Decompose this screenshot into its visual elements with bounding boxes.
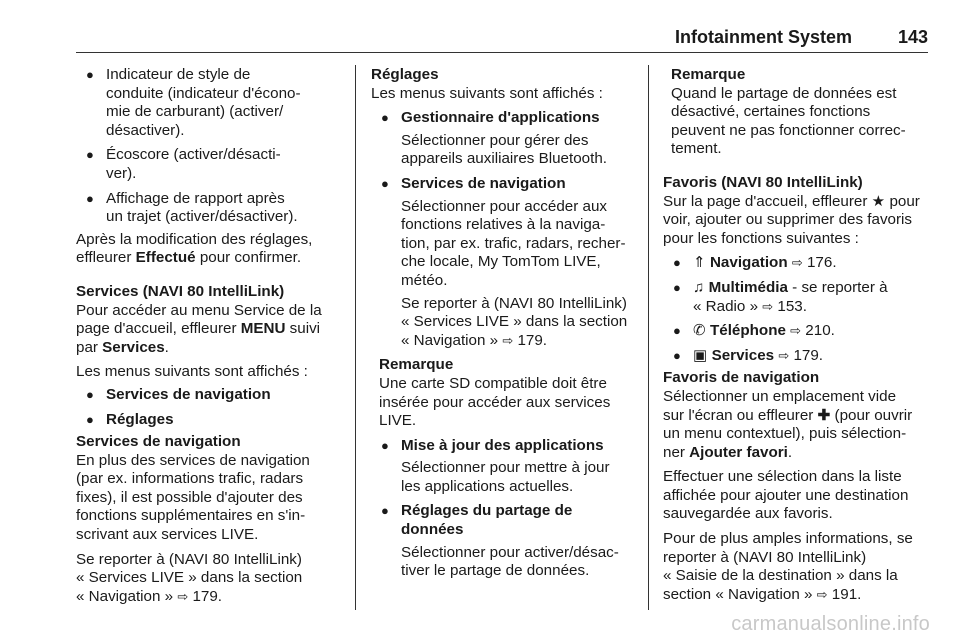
services-icon: ▣: [693, 346, 708, 364]
page-reference-icon: ⇨: [778, 347, 790, 363]
bullet-icon: ●: [381, 110, 389, 126]
column-divider-2: [648, 65, 649, 610]
list-item: ● ✆ Téléphone ⇨ 210.: [673, 322, 835, 340]
home-icon: ⇑: [693, 254, 706, 272]
column-3: Remarque Quand le partage de données est désactivé, certaines fonctions peuvent ne pas fonctionner correc- tement. Favoris (NAVI 80 IntelliLink) Sur la page d'accueil, effleurer ★ pour voir, ajouter ou supprimer des favoris pour les fonctions suivantes : ● ⇑ Navigation ⇨ 176. ● ♫ Multimédia - se reporter à « Radio » ⇨ 153. ● ✆ Téléphone ⇨ 210. ● ▣ Services ⇨ 179. Favoris de navigation Sélectionner un emplacement vide sur l'écran ou effleurer ✚ (pour ouvrir un menu contextuel), puis sélection- ner Ajouter favori. Effectuer une sélection dans la liste affichée pour ajouter une destination sauvegardée aux favoris. Pour de plus amples informations, se reporter à (NAVI 80 IntelliLink) « Saisie de la destination » dans la section « Navigation » ⇨ 191.: [663, 66, 931, 604]
bullet-icon: ●: [86, 67, 94, 82]
page-reference-icon: ⇨: [762, 298, 774, 314]
bullet-icon: ●: [381, 175, 389, 191]
note-heading: Remarque: [379, 356, 454, 374]
list-item: ● ♫ Multimédia - se reporter à « Radio » ⇨ 153.: [673, 278, 888, 315]
list-item: ● Mise à jour des applications Sélectionner pour mettre à jour les applications actuelles.: [381, 436, 610, 495]
list-item: ● Réglages du partage de données Sélectionner pour activer/désac- tiver le partage de données.: [381, 502, 619, 580]
section-heading: Favoris de navigation: [663, 369, 820, 387]
bullet-icon: ●: [673, 347, 681, 363]
section-heading: Services (NAVI 80 IntelliLink): [76, 282, 285, 300]
bullet-icon: ●: [673, 279, 681, 295]
page-number: 143: [897, 27, 928, 47]
page-reference-icon: ⇨: [177, 588, 189, 604]
page-reference-icon: ⇨: [502, 332, 514, 348]
paragraph: effleurer Effectué pour confirmer.: [76, 249, 302, 267]
section-heading: Favoris (NAVI 80 IntelliLink): [663, 173, 863, 191]
paragraph: par Services.: [76, 338, 169, 356]
section-heading: Services de navigation: [76, 433, 241, 451]
bullet-icon: ●: [86, 190, 94, 206]
note-heading: Remarque: [671, 66, 746, 83]
bullet-icon: ●: [86, 411, 94, 427]
list-item: ● Réglages: [86, 410, 174, 428]
bullet-icon: ●: [673, 323, 681, 339]
note-box: Remarque Quand le partage de données est désactivé, certaines fonctions peuvent ne pas fonctionner correc- tement.: [663, 66, 931, 159]
bullet-icon: ●: [381, 437, 389, 453]
list-item: ● Gestionnaire d'applications Sélectionner pour gérer des appareils auxiliaires Bluetooth.: [381, 109, 607, 168]
list-item: ● Indicateur de style de conduite (indicateur d'écono- mie de carburant) (activer/ désactiver).: [86, 66, 301, 139]
list-item: ● Écoscore (activer/désacti- ver).: [86, 146, 281, 182]
column-1: ● Indicateur de style de conduite (indicateur d'écono- mie de carburant) (activer/ désactiver). ● Écoscore (activer/désacti- ver). ● Affichage de rapport après un trajet (activer/désactiver). Après la modification des réglages, effleurer Effectué pour confirmer. Services (NAVI 80 IntelliLink) Pour accéder au menu Service de la page d'accueil, effleurer MENU suivi par Services. Les menus suivants sont affichés : ● Services de navigation ● Réglages Services de navigation En plus des services de navigation (par ex. informations trafic, radars fixes), il est possible d'ajouter des fonctions supplémentaires en s'in- scrivant aux services LIVE. Se reporter à (NAVI 80 IntelliLink) « Services LIVE » dans la section « Navigation » ⇨ 179.: [76, 66, 344, 606]
paragraph: Les menus suivants sont affichés :: [76, 363, 308, 381]
list-item: ● Affichage de rapport après un trajet (activer/désactiver).: [86, 189, 298, 226]
page-reference-icon: ⇨: [816, 586, 828, 602]
chapter-title: Infotainment System: [674, 27, 852, 47]
bullet-icon: ●: [673, 255, 681, 271]
plus-icon: ✚: [817, 406, 831, 424]
watermark: carmanualsonline.info: [731, 613, 930, 635]
phone-icon: ✆: [693, 322, 706, 340]
column-2: Réglages Les menus suivants sont affichés : ● Gestionnaire d'applications Sélectionner pour gérer des appareils auxiliaires Bluetooth. ● Services de navigation Sélectionner pour accéder aux fonctions relatives à la naviga- tion, par ex. trafic, radars, recher- che locale, My TomTom LIVE, météo. Se reporter à (NAVI 80 IntelliLink) « Services LIVE » dans la section « Navigation » ⇨ 179. Remarque Une carte SD compatible doit être insérée pour accéder aux services LIVE. ● Mise à jour des applications Sélectionner pour mettre à jour les applications actuelles. ● Réglages du partage de données Sélectionner pour activer/désac- tiver le partage de données.: [371, 66, 637, 581]
multimedia-icon: ♫: [693, 278, 705, 296]
bullet-icon: ●: [86, 386, 94, 402]
page-reference-icon: ⇨: [790, 323, 802, 339]
bullet-icon: ●: [381, 503, 389, 519]
list-item: ● ▣ Services ⇨ 179.: [673, 346, 824, 364]
bullet-icon: ●: [86, 147, 94, 163]
star-icon: ★: [871, 192, 886, 210]
page-header: [76, 28, 928, 53]
list-item: ● Services de navigation: [86, 385, 271, 403]
paragraph: « Navigation » ⇨ 179.: [76, 587, 223, 605]
section-heading: Réglages: [371, 66, 439, 83]
paragraph: Pour accéder au menu Service de la: [76, 301, 322, 319]
page-reference-icon: ⇨: [791, 255, 803, 271]
list-item: ● Services de navigation Sélectionner pour accéder aux fonctions relatives à la naviga- tion, par ex. trafic, radars, recher- che locale, My TomTom LIVE, météo. Se reporter à (NAVI 80 IntelliLink) « Services LIVE » dans la section « Navigation » ⇨ 179.: [381, 174, 628, 349]
column-divider-1: [355, 65, 356, 610]
note-box: Remarque Une carte SD compatible doit être insérée pour accéder aux services LIVE.: [371, 356, 637, 430]
list-item: ● ⇑ Navigation ⇨ 176.: [673, 254, 837, 272]
paragraph: Après la modification des réglages,: [76, 230, 313, 248]
paragraph: page d'accueil, effleurer MENU suivi: [76, 320, 321, 338]
